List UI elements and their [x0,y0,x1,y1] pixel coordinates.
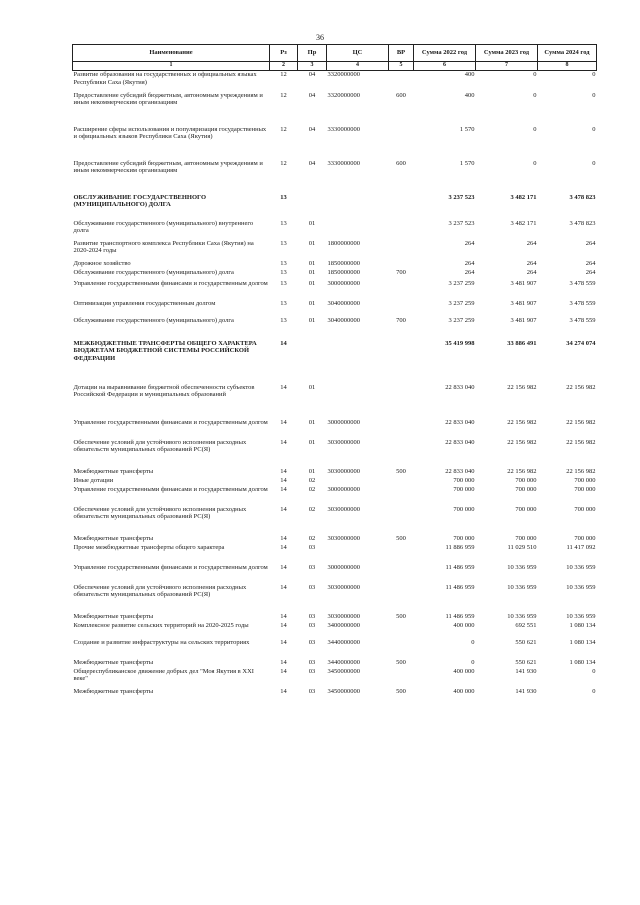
table-row [73,486,597,506]
table-row [73,126,597,160]
row-rz: 14 [280,534,287,542]
table-row [73,564,597,584]
row-name: Обслуживание государственного (муниципального) долга [73,268,234,276]
row-pr: 01 [308,467,316,475]
row-rz: 14 [280,638,287,646]
row-pr: 03 [308,563,316,571]
row-name: МЕЖБЮДЖЕТНЫЕ ТРАНСФЕРТЫ ОБЩЕГО ХАРАКТЕРА БЮДЖЕТАМ БЮДЖЕТНОЙ СИСТЕМЫ РОССИЙСКОЙ ФЕДЕРАЦИИ [73,339,257,362]
row-sum-2023: 22 156 982 [507,418,537,426]
row-name: ОБСЛУЖИВАНИЕ ГОСУДАРСТВЕННОГО (МУНИЦИПАЛЬНОГО) ДОЛГА [73,193,207,208]
row-cs: 3040000000 [327,299,360,307]
row-sum-2022: 700 000 [453,485,475,493]
row-sum-2024: 0 [592,91,596,99]
row-sum-2022: 11 486 959 [445,612,475,620]
header-sum-2024: Сумма 2024 год [538,45,597,62]
row-sum-2024: 22 156 982 [566,438,596,446]
column-number: 3 [298,62,327,71]
row-sum-2024: 10 336 959 [566,583,596,591]
row-pr: 04 [308,71,316,78]
table-row [73,477,597,486]
row-name: Иные дотации [73,476,114,484]
row-rz: 13 [280,219,287,227]
table-row [73,535,597,544]
row-name: Межбюджетные трансферты [73,612,154,620]
row-name: Дорожное хозяйство [73,259,131,267]
row-sum-2024: 10 336 959 [566,612,596,620]
row-cs: 3440000000 [327,658,360,666]
row-sum-2024: 10 336 959 [566,563,596,571]
row-cs: 3030000000 [327,583,360,591]
row-cs: 3440000000 [327,638,360,646]
table-row [73,240,597,260]
row-sum-2022: 700 000 [453,476,475,484]
row-rz: 14 [280,383,287,391]
row-name: Управление государственными финансами и государственным долгом [73,418,268,426]
row-name: Управление государственными финансами и государственным долгом [73,563,268,571]
row-vr [389,260,414,269]
row-vr [389,668,414,688]
row-sum-2023: 700 000 [515,485,537,493]
row-sum-2024: 700 000 [574,534,596,542]
table-row [73,622,597,639]
row-sum-2023: 264 [526,239,537,247]
row-vr [389,639,414,659]
row-sum-2022: 0 [471,658,475,666]
row-pr: 03 [308,638,316,646]
table-row [73,194,597,220]
row-rz: 14 [280,621,287,629]
row-name: Дотации на выравнивание бюджетной обеспеченности субъектов Российской Федерации и муниципальных образований [73,383,255,398]
row-rz: 14 [280,667,287,675]
row-pr: 03 [308,658,316,666]
page-number: 36 [316,33,324,42]
row-sum-2023: 3 481 907 [510,316,537,324]
row-rz: 12 [280,159,287,167]
row-sum-2023: 550 621 [515,658,537,666]
row-vr: 600 [396,91,406,99]
row-pr: 03 [308,583,316,591]
row-name: Межбюджетные трансферты [73,687,154,695]
row-vr: 500 [396,534,406,542]
row-vr [389,220,414,240]
row-cs [327,220,389,240]
row-sum-2024: 264 [585,239,596,247]
row-rz: 12 [280,91,287,99]
row-sum-2024: 22 156 982 [566,383,596,391]
row-sum-2022: 11 886 959 [445,543,475,551]
row-sum-2024: 1 080 134 [569,638,596,646]
row-vr [389,486,414,506]
column-number: 8 [538,62,597,71]
row-name: Расширение сферы использования и популяризация государственных и официальных языков Республики Саха (Якутия) [73,125,267,140]
row-sum-2022: 22 833 040 [445,438,475,446]
row-pr [298,340,327,384]
row-rz: 13 [280,268,287,276]
row-sum-2023: 0 [533,125,537,133]
row-vr [389,384,414,419]
table-row [73,668,597,688]
row-sum-2023: 3 482 171 [510,219,537,227]
table-row [73,613,597,622]
row-cs [327,340,389,384]
row-name: Развитие транспортного комплекса Республики Саха (Якутия) на 2020-2024 годы [73,239,254,254]
row-sum-2022: 35 419 998 [445,339,475,347]
row-pr: 02 [308,534,316,542]
row-vr [389,71,414,92]
row-vr [389,544,414,564]
table-row [73,300,597,317]
row-rz: 14 [280,612,287,620]
row-sum-2022: 264 [464,259,475,267]
row-cs [327,477,389,486]
row-rz: 14 [280,687,287,695]
row-pr: 01 [308,299,316,307]
row-pr: 04 [308,125,316,133]
row-cs: 3400000000 [327,621,360,629]
row-rz: 14 [280,563,287,571]
row-cs: 3320000000 [327,91,360,99]
row-sum-2022: 0 [471,638,475,646]
row-name: Предоставление субсидий бюджетным, автономным учреждениям и иным некоммерческим организациям [73,159,263,174]
row-cs: 3450000000 [327,667,360,675]
row-cs: 3320000000 [327,71,360,78]
row-pr: 01 [308,418,316,426]
column-number: 2 [270,62,298,71]
column-number: 4 [327,62,389,71]
row-vr [389,126,414,160]
row-rz: 14 [280,658,287,666]
row-name: Создание и развитие инфраструктуры на сельских территориях [73,638,250,646]
row-pr: 01 [308,239,316,247]
row-vr [389,300,414,317]
table-row [73,220,597,240]
row-sum-2023: 0 [533,159,537,167]
row-sum-2023: 0 [533,91,537,99]
row-cs: 3040000000 [327,316,360,324]
row-vr: 600 [396,159,406,167]
row-pr: 01 [308,438,316,446]
column-number: 7 [476,62,538,71]
row-sum-2024: 0 [592,667,596,675]
row-sum-2023: 141 930 [515,687,537,695]
row-cs: 3030000000 [327,612,360,620]
row-pr: 01 [308,219,316,227]
row-sum-2024: 34 274 074 [566,339,596,347]
row-sum-2023: 22 156 982 [507,467,537,475]
table-row [73,688,597,700]
row-rz: 14 [280,418,287,426]
row-sum-2022: 264 [464,268,475,276]
row-sum-2024: 264 [585,259,596,267]
header-sum-2023: Сумма 2023 год [476,45,538,62]
row-pr [298,194,327,220]
row-sum-2024: 3 478 559 [569,279,596,287]
row-rz: 13 [280,316,287,324]
row-sum-2023: 700 000 [515,476,537,484]
row-sum-2022: 3 237 259 [448,316,475,324]
row-cs: 3000000000 [327,418,360,426]
row-name: Межбюджетные трансферты [73,658,154,666]
column-number: 6 [414,62,476,71]
header-name: Наименование [73,45,270,62]
table-row [73,419,597,439]
row-pr: 02 [308,505,316,513]
row-cs: 3450000000 [327,687,360,695]
row-vr [389,584,414,613]
row-sum-2024: 11 417 092 [566,543,596,551]
row-vr: 700 [396,316,406,324]
row-sum-2024: 700 000 [574,485,596,493]
row-sum-2023: 3 482 171 [510,193,537,201]
header-vr: ВР [389,45,414,62]
table-row [73,639,597,659]
table-row [73,269,597,280]
row-name: Межбюджетные трансферты [73,534,154,542]
row-sum-2023: 10 336 959 [507,583,537,591]
header-pr: Пр [298,45,327,62]
row-vr [389,506,414,535]
table-row [73,340,597,384]
row-cs: 1850000000 [327,268,360,276]
row-vr [389,622,414,639]
row-sum-2022: 1 570 [459,125,475,133]
row-sum-2023: 141 930 [515,667,537,675]
row-rz: 14 [280,505,287,513]
row-name: Оптимизация управления государственным долгом [73,299,216,307]
row-pr: 04 [308,159,316,167]
row-sum-2024: 700 000 [574,505,596,513]
row-vr: 500 [396,467,406,475]
row-sum-2023: 0 [533,71,537,78]
table-row [73,468,597,477]
row-pr: 03 [308,612,316,620]
row-name: Обеспечение условий для устойчивого исполнения расходных обязательств муниципальных образований РС(Я) [73,438,247,453]
row-cs: 1850000000 [327,259,360,267]
row-rz: 13 [280,239,287,247]
row-vr [389,340,414,384]
row-pr: 01 [308,268,316,276]
row-vr [389,564,414,584]
row-name: Управление государственными финансами и государственным долгом [73,485,268,493]
row-cs: 3000000000 [327,485,360,493]
row-name: Обслуживание государственного (муниципального) долга [73,316,234,324]
row-sum-2024: 3 478 559 [569,316,596,324]
row-pr: 02 [308,485,316,493]
row-rz: 14 [280,467,287,475]
row-sum-2023: 700 000 [515,534,537,542]
row-vr [389,194,414,220]
row-sum-2023: 33 886 491 [507,339,537,347]
table-row [73,260,597,269]
header-rz: Рз [270,45,298,62]
table-row [73,384,597,419]
table-row [73,280,597,300]
row-sum-2022: 1 570 [459,159,475,167]
row-vr [389,280,414,300]
table-row [73,71,597,92]
table-row [73,544,597,564]
row-sum-2024: 0 [592,687,596,695]
row-sum-2023: 264 [526,268,537,276]
row-rz: 14 [280,485,287,493]
row-sum-2022: 700 000 [453,534,475,542]
row-cs: 3000000000 [327,279,360,287]
row-name: Общереспубликанское движение добрых дел "Моя Якутия в XXI веке" [73,667,254,682]
row-pr: 03 [308,621,316,629]
row-cs: 1800000000 [327,239,360,247]
row-cs [327,384,389,419]
row-rz: 14 [280,583,287,591]
row-sum-2022: 264 [464,239,475,247]
row-rz: 12 [280,71,287,78]
row-sum-2022: 700 000 [453,505,475,513]
row-vr [389,419,414,439]
table-row [73,506,597,535]
row-name: Комплексное развитие сельских территорий на 2020-2025 годы [73,621,249,629]
row-rz: 14 [280,476,287,484]
row-rz: 13 [280,259,287,267]
row-rz: 14 [280,339,287,347]
row-sum-2022: 400 000 [453,667,475,675]
row-sum-2024: 22 156 982 [566,467,596,475]
row-sum-2022: 22 833 040 [445,383,475,391]
row-sum-2023: 10 336 959 [507,612,537,620]
row-name: Управление государственными финансами и государственным долгом [73,279,268,287]
row-sum-2024: 700 000 [574,476,596,484]
row-sum-2022: 11 486 959 [445,563,475,571]
row-sum-2024: 22 156 982 [566,418,596,426]
row-name: Обеспечение условий для устойчивого исполнения расходных обязательств муниципальных образований РС(Я) [73,505,247,520]
row-cs [327,194,389,220]
row-rz: 12 [280,125,287,133]
row-rz: 13 [280,299,287,307]
row-sum-2023: 264 [526,259,537,267]
row-name: Предоставление субсидий бюджетным, автономным учреждениям и иным некоммерческим организациям [73,91,263,106]
row-sum-2022: 3 237 523 [448,219,475,227]
header-sum-2022: Сумма 2022 год [414,45,476,62]
row-sum-2024: 264 [585,268,596,276]
row-pr: 03 [308,543,316,551]
table-row [73,160,597,194]
row-pr: 03 [308,687,316,695]
row-sum-2022: 22 833 040 [445,418,475,426]
row-name: Межбюджетные трансферты [73,467,154,475]
row-pr: 01 [308,259,316,267]
row-cs: 3330000000 [327,125,360,133]
row-sum-2022: 400 [464,71,475,78]
row-sum-2023: 3 481 907 [510,299,537,307]
row-sum-2023: 700 000 [515,505,537,513]
row-vr: 500 [396,612,406,620]
row-pr: 01 [308,279,316,287]
row-sum-2023: 550 621 [515,638,537,646]
column-number: 1 [73,62,270,71]
row-pr: 01 [308,316,316,324]
row-sum-2023: 692 551 [515,621,537,629]
row-cs: 3030000000 [327,467,360,475]
row-sum-2022: 3 237 259 [448,299,475,307]
row-vr: 500 [396,658,406,666]
header-cs: ЦС [327,45,389,62]
row-sum-2022: 22 833 040 [445,467,475,475]
table-row [73,317,597,340]
row-vr [389,240,414,260]
budget-table [72,44,597,700]
row-sum-2023: 22 156 982 [507,383,537,391]
row-sum-2022: 3 237 523 [448,193,475,201]
table-header-row [73,45,597,62]
row-name: Обслуживание государственного (муниципального) внутреннего долга [73,219,254,234]
row-cs: 3030000000 [327,505,360,513]
row-rz: 14 [280,438,287,446]
row-name: Обеспечение условий для устойчивого исполнения расходных обязательств муниципальных образований РС(Я) [73,583,247,598]
row-name: Развитие образования на государственных и официальных языках Республики Саха (Якутия) [73,71,257,86]
table-row [73,92,597,126]
row-sum-2024: 1 080 134 [569,658,596,666]
table-row [73,439,597,468]
row-cs [327,544,389,564]
row-cs: 3330000000 [327,159,360,167]
row-sum-2023: 10 336 959 [507,563,537,571]
row-sum-2022: 11 486 959 [445,583,475,591]
row-pr: 04 [308,91,316,99]
row-pr: 02 [308,476,316,484]
row-sum-2024: 3 478 559 [569,299,596,307]
row-vr [389,439,414,468]
table-row [73,584,597,613]
row-rz: 14 [280,543,287,551]
row-sum-2022: 400 [464,91,475,99]
row-rz: 13 [280,193,287,201]
row-vr [389,477,414,486]
row-cs: 3030000000 [327,438,360,446]
row-rz: 13 [280,279,287,287]
row-sum-2023: 3 481 907 [510,279,537,287]
row-pr: 03 [308,667,316,675]
row-vr: 700 [396,268,406,276]
column-number: 5 [389,62,414,71]
row-sum-2024: 0 [592,159,596,167]
row-sum-2024: 0 [592,71,596,78]
row-cs: 3030000000 [327,534,360,542]
row-cs: 3000000000 [327,563,360,571]
row-sum-2024: 0 [592,125,596,133]
row-vr: 500 [396,687,406,695]
row-sum-2023: 22 156 982 [507,438,537,446]
row-sum-2022: 3 237 259 [448,279,475,287]
column-number-row [73,62,597,71]
row-pr: 01 [308,383,316,391]
row-sum-2024: 3 478 823 [569,193,596,201]
row-sum-2024: 1 080 134 [569,621,596,629]
row-sum-2022: 400 000 [453,687,475,695]
table-body [73,71,597,700]
table-row [73,659,597,668]
row-name: Прочие межбюджетные трансферты общего характера [73,543,225,551]
row-sum-2023: 11 029 510 [507,543,537,551]
row-sum-2024: 3 478 823 [569,219,596,227]
row-sum-2022: 400 000 [453,621,475,629]
